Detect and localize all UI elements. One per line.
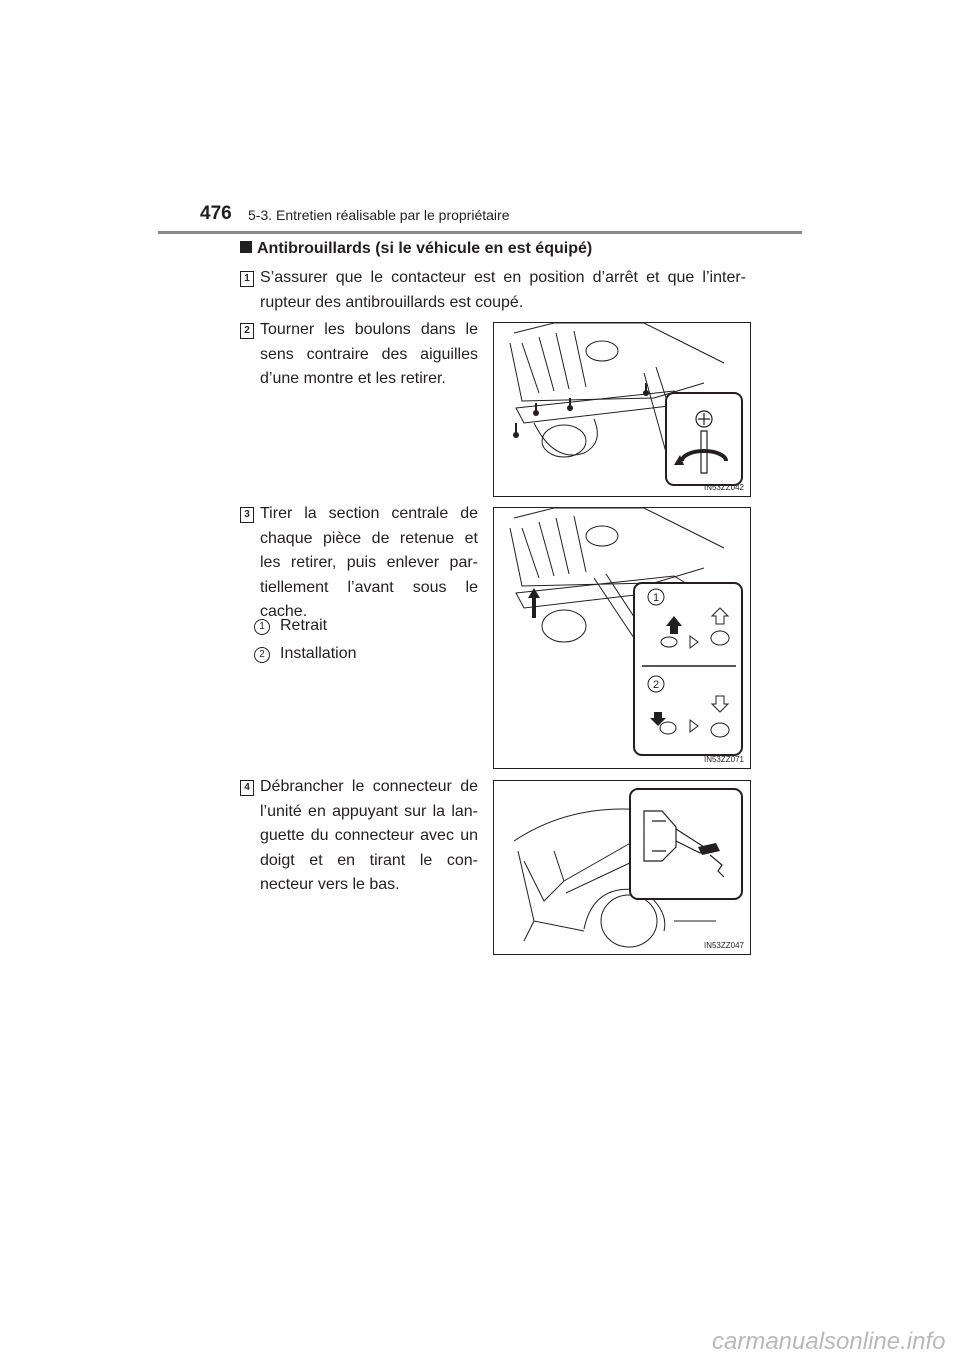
figure-bolts [493, 322, 751, 497]
connector-illustration [494, 781, 750, 954]
section-title: 5-3. Entretien réalisable par le propriétaire [248, 207, 510, 223]
step-number-3: 3 [240, 507, 254, 523]
sub-number-2: 2 [254, 647, 270, 663]
bolts-illustration [494, 323, 750, 496]
svg-text:2: 2 [652, 679, 660, 691]
step-3-text: Tirer la section centrale de chaque pièce de retenue et les retirer, puis enlever par-tiellement l’avant sous le cache. [260, 505, 478, 620]
page-number: 476 [200, 203, 232, 224]
sub-label-retrait: Retrait [280, 617, 328, 634]
figure-retainers [493, 507, 751, 769]
svg-text:1: 1 [652, 592, 660, 604]
step-2-text: Tourner les boulons dans le sens contraire des aiguilles d’une montre et les retirer. [260, 321, 478, 387]
figure-code: IN53ZZ047 [703, 941, 744, 950]
step-number-2: 2 [240, 323, 254, 339]
sub-number-1: 1 [254, 619, 270, 635]
figure-code: IN53ZZ071 [703, 755, 744, 764]
step-number-1: 1 [240, 271, 254, 287]
heading-text: Antibrouillards (si le véhicule en est équipé) [257, 240, 593, 257]
section-heading [240, 240, 592, 258]
step-1-text [260, 266, 746, 315]
step-number-4: 4 [240, 780, 254, 796]
retainers-illustration [494, 508, 750, 768]
step-1-body: S’assurer que le contacteur est en position d’arrêt et que l’inter-rupteur des antibrouillards est coupé. [260, 269, 746, 311]
watermark-footer: carmanualsonline.info [712, 1328, 946, 1355]
square-bullet-icon [240, 241, 252, 253]
figure-code: IN53ZZ042 [703, 483, 744, 492]
page-header [158, 203, 802, 235]
figure-connector [493, 780, 751, 955]
header-rule [158, 231, 802, 234]
sub-label-installation: Installation [280, 645, 357, 662]
step-4-text: Débrancher le connecteur de l’unité en appuyant sur la lan-guette du connecteur avec un doigt et en tirant le con-necteur vers le bas. [260, 778, 478, 893]
